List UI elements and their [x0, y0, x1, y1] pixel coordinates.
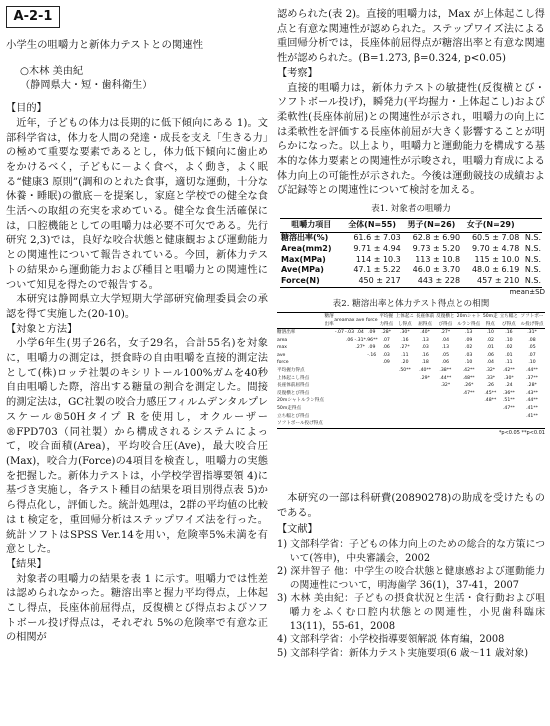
table2-cell: 反復横とび得点 [277, 390, 310, 396]
table2-cell [455, 397, 481, 405]
table2-cell: -.03 [345, 330, 354, 336]
table2-note: *p<0.05 **p<0.01 [498, 429, 545, 436]
table2-cell [334, 344, 344, 352]
table2-cell [324, 344, 334, 352]
table2-cell: .03 [421, 345, 429, 351]
table1-cell: 48.0 ± 6.19 [471, 265, 520, 275]
table2-cell [355, 352, 366, 360]
table2-cell [482, 405, 499, 413]
table2-cell: 20mシャトルラン得点 [277, 398, 324, 404]
table2-cell: .50** [398, 368, 411, 374]
table2-cell [366, 367, 378, 375]
table2-cell: .42** [502, 368, 515, 374]
table2-caption: 表2. 糖溶出率と体力テスト得点との相関 [332, 298, 490, 309]
table2-cell: .41** [526, 406, 538, 412]
table1-cell: 115 ± 10.0 [474, 254, 520, 264]
table2-cell: .28* [381, 330, 392, 336]
table2-cell [366, 359, 378, 367]
left-column [6, 38, 268, 646]
abstract-code: A-2-1 [6, 6, 60, 28]
table2-cell: .48** [462, 375, 475, 381]
table2-cell: .29* [420, 375, 430, 381]
table2-cell [324, 420, 334, 428]
result-paragraph-continued: 認められた(表 2)。直接的咀嚼力は，Max が上体起こし得点と有意な関連性が認められた。ステップワイズ法による重回帰分析では，長座体前屈得点が糖溶出率と有意な関連性が認められた。(B=1.273, β=0.324, p<0.05) [277, 9, 545, 65]
table2-header-cell: 立ち幅とび得点 [499, 312, 519, 328]
table2-cell [324, 382, 334, 390]
table2-cell: .10 [464, 360, 473, 366]
table2-cell [395, 397, 415, 405]
table2-cell [395, 420, 415, 428]
table2-cell: .01 [486, 345, 494, 351]
table2-cell: .09 [382, 360, 390, 366]
table1-cell: Force(N) [280, 276, 342, 287]
section-heading-purpose: 【目的】 [6, 103, 47, 115]
table2-cell: .11 [505, 360, 513, 366]
table2-header-cell: 反復横とび得点 [435, 312, 455, 328]
table2-wrapper [277, 312, 545, 490]
table2-cell: .48** [484, 398, 497, 404]
table2-cell [324, 390, 334, 398]
table2-cell: -.16 [367, 352, 377, 358]
table2-cell [435, 390, 455, 398]
table1 [280, 218, 542, 288]
table2-cell: max [277, 345, 288, 351]
purpose-paragraph-1: 近年，子どもの体力は長期的に低下傾向にある 1)。文部科学省は，体力を人間の発達・成長を支え「生きる力」の極めて重要な要素であるとし，体力低下傾向に歯止めをかけるべく，子どもに－よく食べ，よく動き，よく眠る“健康3 原則”(調和のとれた食事，適切な運動，十分な休養・睡眠)の徹底－を提案し，家庭と学校での健全な食生活への取組の充実を求めている。健全な食生活確保には，口腔機能としての咀嚼力は必要不可欠である。先行研究 2,3)では，良好な咬合状態と健康観および運動能力との関連性について報告されている。今回，新体力テストの結果から運動能力および種目と咀嚼力との関連性について知見を得たので報告する。 [6, 117, 268, 291]
table2-cell [366, 382, 378, 390]
method-paragraph: 小学6年生(男子26名，女子29名，合計55名)を対象に，咀嚼力の測定は，摂食時の自由咀嚼を直接的測定法として(株)ロッテ社製のキシリトール100%ガムを40秒自由咀嚼した際，溶出する糖量の割合を測定した。間接的測定法は，GC社製の咬合力感圧フィルムデンタルプレスケール®50Hタイプ R を使用し，オクルーザー®FPD703（同社製）から構成されるシステムによって，咬合面積(Area)，平均咬合圧(Ave)，最大咬合圧(Max)，咬合力(Force)の4項目を検査し，咀嚼力の実態を把握した。新体力テストは，小学校学習指導要領 4)に基づき実施し，各テスト種目の結果を項目別得点表 5)から得点化し，評価した。統計処理は，2群の平均値の比較は t 検定を，重回帰分析はステップワイズ法を行った。統計ソフトはSPSS Ver.14を用い，危険率5%未満を有意とした。 [6, 338, 268, 556]
table1-cell: 9.70 ± 4.78 [471, 243, 520, 253]
table2-cell: .02 [486, 337, 494, 343]
table2-cell [415, 397, 435, 405]
table2-row [277, 397, 545, 405]
table2-cell: 糖溶出率 [277, 330, 296, 336]
table2-row [277, 405, 545, 413]
table1-row [280, 276, 542, 287]
table2-cell [482, 420, 499, 428]
table2-cell: .04 [486, 360, 494, 366]
table1-caption: 表1. 対象者の咀嚼力 [371, 204, 451, 215]
table2-header-cell: 20mシャトルラン得点 [455, 312, 481, 328]
table2-cell: .36** [502, 390, 515, 396]
table2-cell [395, 390, 415, 398]
table1-cell: N.S. [520, 276, 542, 287]
table2-cell: .07 [528, 352, 536, 358]
table2-cell [455, 413, 481, 421]
table2-header-cell: ソフトボール投げ得点 [519, 312, 545, 328]
table1-cell: 60.5 ± 7.08 [471, 232, 520, 242]
table2-cell [334, 359, 344, 367]
table2-cell [378, 390, 395, 398]
table1-header-cell: 女子(N=29) [461, 219, 520, 233]
table2-cell: .44** [439, 375, 452, 381]
table2-cell [334, 420, 344, 428]
table2-cell [324, 359, 334, 367]
table2-cell: .06 [345, 337, 354, 343]
table2-header-cell: 上体起こし得点 [395, 312, 415, 328]
table1-cell: 47.1 ± 5.22 [353, 265, 401, 275]
table2-cell: .04 [356, 330, 364, 336]
table2-cell: .26* [463, 383, 474, 389]
table2-cell: .37** [526, 375, 538, 381]
table2-cell [366, 375, 378, 383]
table1-note: mean±SD [509, 287, 545, 296]
table1-cell: 443 ± 228 [402, 276, 461, 287]
table2-cell [355, 367, 366, 375]
result-paragraph: 対象者の咀嚼力の結果を表 1 に示す。咀嚼力では性差は認められなかった。糖溶出率と握力平均得点，上体起こし得点，長座体前屈得点，反復横とび得点およびソフトボール投げ得点は，それぞれ 5%の危険率で有意な正の相関が [6, 573, 268, 644]
table2-cell [455, 420, 481, 428]
table2-cell [345, 397, 355, 405]
table2-cell: .03 [464, 352, 473, 358]
table2-cell [435, 413, 455, 421]
table2-cell [378, 420, 395, 428]
table2-cell: .18 [421, 360, 429, 366]
table2-cell [378, 367, 395, 375]
table2-cell: .30* [400, 330, 410, 336]
table2-cell [334, 397, 344, 405]
table2-cell [355, 397, 366, 405]
table1-row [280, 255, 542, 266]
table2-cell: .02 [505, 345, 513, 351]
table2-cell [355, 359, 366, 367]
table2-cell [378, 397, 395, 405]
table2-cell: .38** [439, 368, 452, 374]
table2-cell [366, 397, 378, 405]
table2-header-cell: force [366, 312, 378, 328]
table2-row [277, 367, 545, 375]
table1-cell: N.S. [524, 232, 541, 242]
table2-row [277, 344, 545, 352]
table2-cell [345, 405, 355, 413]
table2-cell: .05 [528, 345, 536, 351]
funding-note: 本研究の一部は科研費(20890278)の助成を受けたものである。 [277, 492, 545, 519]
table2-cell [415, 390, 435, 398]
table2-cell: .47** [502, 406, 515, 412]
table2-cell [324, 375, 334, 383]
table2-cell: .30* [504, 375, 514, 381]
table2-cell: .26 [486, 383, 494, 389]
table1-cell: 9.71 ± 4.94 [353, 243, 401, 253]
section-heading-method: 【対象と方法】 [6, 323, 78, 335]
table2-row [277, 337, 545, 345]
table2-cell: .40* [420, 330, 430, 336]
table2-cell [435, 420, 455, 428]
table2-cell: .44** [526, 368, 538, 374]
table2-cell [345, 420, 355, 428]
table2-cell [355, 375, 366, 383]
table1-cell: 62.8 ± 6.90 [412, 232, 461, 242]
author-name: ○木林 美由紀 [20, 65, 84, 77]
table2-cell [355, 405, 366, 413]
table2-cell: .09 [464, 337, 473, 343]
table2-cell: .03 [382, 352, 390, 358]
table1-row [280, 265, 542, 276]
table2-cell [324, 397, 334, 405]
section-heading-result: 【結果】 [6, 558, 47, 570]
table2 [277, 312, 545, 429]
table2-row [277, 359, 545, 367]
table2-cell [378, 382, 395, 390]
table2-cell [499, 420, 519, 428]
table2-cell [366, 420, 378, 428]
table2-cell: 長座体前屈得点 [277, 383, 310, 389]
table1-header-cell: 咀嚼力項目 [280, 219, 342, 233]
table2-cell [366, 390, 378, 398]
table1-header-cell: 全体(N=55) [342, 219, 401, 233]
table1-cell: 457 ± 210 [461, 276, 520, 287]
table2-cell: .33* [485, 375, 496, 381]
table2-cell: .01 [505, 352, 513, 358]
table2-cell [324, 413, 334, 421]
table1-cell: 61.6 ± 7.03 [353, 232, 401, 242]
table2-cell: .09 [368, 330, 376, 336]
table2-cell [378, 413, 395, 421]
table2-cell: .06 [441, 360, 449, 366]
table2-row [277, 375, 545, 383]
table2-cell: .44** [526, 398, 538, 404]
table2-cell [415, 405, 435, 413]
table2-cell [435, 405, 455, 413]
table1-header-cell [520, 219, 542, 233]
table2-cell: .47** [462, 390, 475, 396]
table2-cell: .32* [440, 383, 451, 389]
table2-cell [415, 382, 435, 390]
reference-item: 2) 深井智子 他：中学生の咬合状態と健康感および運動能力の関連性について，明海歯学 36(1)，37-41，2007 [277, 566, 545, 591]
table2-cell [345, 382, 355, 390]
table1-cell: N.S. [524, 243, 541, 253]
table2-cell: .28* [527, 383, 537, 389]
table2-cell [482, 413, 499, 421]
table2-cell: .96** [365, 337, 378, 343]
right-column [277, 8, 545, 660]
table2-cell: -.07 [334, 330, 344, 336]
table2-cell: 立ち幅とび得点 [277, 413, 310, 419]
table2-cell: ソフトボール投げ得点 [277, 420, 324, 428]
table1-cell: 46.0 ± 3.70 [412, 265, 461, 275]
table2-cell [395, 405, 415, 413]
table2-cell [355, 413, 366, 421]
table1-cell: N.S. [524, 265, 541, 275]
table2-cell: .06 [382, 345, 390, 351]
table2-row [277, 420, 545, 428]
table2-cell: .27* [400, 345, 410, 351]
table2-row [277, 352, 545, 360]
table2-cell [395, 413, 415, 421]
table1-row [280, 232, 542, 243]
table2-cell: .06 [486, 352, 494, 358]
table2-cell: ave [277, 352, 286, 358]
table1-row [280, 244, 542, 255]
table2-cell: 50m走得点 [277, 406, 302, 412]
table2-cell: .16 [505, 330, 513, 336]
table2-cell: 上体起こし得点 [277, 375, 310, 381]
reference-item: 3) 木林 美由紀：子どもの摂食状況と生活・食行動および咀嚼力をふくむ口腔内状態との関連性，小児歯科臨床 13(11)，55-61，2008 [277, 593, 545, 632]
table2-row [277, 329, 545, 337]
reference-item: 5) 文部科学省：新体力テスト実施要項(6 歳～11 歳対象) [277, 647, 529, 659]
table2-cell [334, 337, 344, 345]
table2-cell: .10 [486, 330, 494, 336]
reference-item: 1) 文部科学省：子どもの体力向上のための総合的な方策について(答申)，中央審議会，2002 [277, 539, 545, 564]
table2-cell [378, 375, 395, 383]
table2-cell: .04 [441, 337, 449, 343]
table1-cell: 糖溶出率(%) [281, 232, 329, 242]
table2-row [277, 382, 545, 390]
table2-cell [366, 413, 378, 421]
table2-cell: .07 [382, 337, 390, 343]
table1-cell: N.S. [524, 254, 541, 264]
purpose-paragraph-2: 本研究は静岡県立大学短期大学部研究倫理委員会の承認を得て実施した(20-10)。 [6, 294, 268, 320]
table2-cell [334, 413, 344, 421]
author-affiliation: （静岡県大・短・歯科衛生） [20, 80, 153, 92]
table1-cell: Area(mm2) [281, 243, 332, 253]
table2-cell: .02 [464, 345, 473, 351]
table2-cell: .32* [485, 368, 496, 374]
table2-cell [345, 352, 355, 360]
table2-cell [378, 405, 395, 413]
table2-cell: .27* [355, 345, 365, 351]
table2-cell: -.31* [354, 337, 366, 343]
table2-cell: .13 [421, 337, 429, 343]
table1-cell: 450 ± 217 [342, 276, 401, 287]
table2-cell [345, 390, 355, 398]
table1-cell: Max(MPa) [281, 254, 326, 264]
table2-cell: .42** [462, 368, 475, 374]
table2-cell [334, 375, 344, 383]
table2-cell [345, 375, 355, 383]
table2-row [277, 413, 545, 421]
table2-cell: .13 [441, 345, 449, 351]
table2-header-cell: 50m走得点 [482, 312, 499, 328]
table2-cell [324, 329, 334, 337]
table1-cell: Ave(MPa) [281, 265, 324, 275]
table2-header-cell: ave [355, 312, 366, 328]
paper-title: 小学生の咀嚼力と新体力テストとの関連性 [6, 39, 204, 51]
table2-cell: .40** [419, 368, 432, 374]
table2-cell [395, 382, 415, 390]
table2-cell [355, 382, 366, 390]
table2-cell [324, 405, 334, 413]
table2-cell [355, 420, 366, 428]
reference-item: 4) 文部科学省：小学校指導要領解説 体育編，2008 [277, 634, 505, 646]
table2-cell [345, 367, 355, 375]
table2-cell [324, 337, 334, 345]
table2-cell: force [277, 360, 289, 366]
table2-cell: .45** [484, 390, 497, 396]
table1-cell: 9.73 ± 5.20 [412, 243, 461, 253]
table2-cell: .10 [528, 360, 536, 366]
table2-cell: .13 [464, 330, 473, 336]
table2-cell: .08 [528, 337, 536, 343]
table2-header-cell: max [345, 312, 355, 328]
table2-cell [334, 352, 344, 360]
table2-cell: .09 [368, 345, 376, 351]
table2-cell [345, 344, 355, 352]
table2-header-cell: 平均握力得点 [378, 312, 395, 328]
table2-cell: .24 [505, 383, 513, 389]
table2-cell [324, 352, 334, 360]
table2-cell: .10 [505, 337, 513, 343]
table2-cell: .51** [502, 398, 515, 404]
table2-cell [455, 405, 481, 413]
table2-cell: .41** [526, 413, 538, 419]
table2-cell: 平均握力得点 [277, 368, 305, 374]
reference-list [277, 538, 545, 660]
table2-cell: .16 [401, 337, 409, 343]
table2-cell [334, 382, 344, 390]
table2-cell [499, 413, 519, 421]
table1-cell: 114 ± 10.3 [355, 254, 401, 264]
table2-cell: .11 [401, 352, 409, 358]
table2-cell [345, 359, 355, 367]
table2-cell [415, 413, 435, 421]
table1-header-cell: 男子(N=26) [402, 219, 461, 233]
table2-cell [355, 390, 366, 398]
discussion-paragraph: 直接的咀嚼力は，新体力テストの敏捷性(反復横とび・ソフトボール投げ)，瞬発力(平均握力・上体起こし)および柔軟性(長座体前屈)との関連性が示され，咀嚼力の向上には柔軟性を評価する長座体前屈が大きく影響することが明らかになった。以上より，咀嚼力と運動能力を構成する基本的な体力要素との関連性が示唆され，咀嚼力育成による体力向上の可能性が示された。今後は運動競技の成績および記録等との関連性について検討を加える。 [277, 82, 545, 197]
table2-cell: .31* [527, 330, 537, 336]
table2-cell [334, 405, 344, 413]
table2-cell: .16 [421, 352, 429, 358]
table2-cell [435, 397, 455, 405]
table2-cell: .20 [401, 360, 409, 366]
table2-cell: area [277, 337, 288, 343]
table2-cell [345, 413, 355, 421]
table2-cell [334, 367, 344, 375]
table2-cell [334, 390, 344, 398]
section-heading-discussion: 【考察】 [277, 67, 318, 79]
table2-header-cell [277, 312, 324, 328]
table2-cell [324, 367, 334, 375]
table1-cell: 113 ± 10.8 [415, 254, 461, 264]
table2-header-cell: area [334, 312, 344, 328]
table2-cell: .05 [441, 352, 449, 358]
table2-cell: .27* [440, 330, 451, 336]
table2-cell [395, 375, 415, 383]
table2-cell [366, 405, 378, 413]
table2-row [277, 390, 545, 398]
table2-cell [519, 420, 545, 428]
table2-header-cell: 長座体前屈得点 [415, 312, 435, 328]
table2-cell: .43** [526, 390, 538, 396]
table2-cell [415, 420, 435, 428]
table2-header-cell: 糖溶出率 [324, 312, 334, 328]
section-heading-references: 【文献】 [277, 524, 318, 536]
